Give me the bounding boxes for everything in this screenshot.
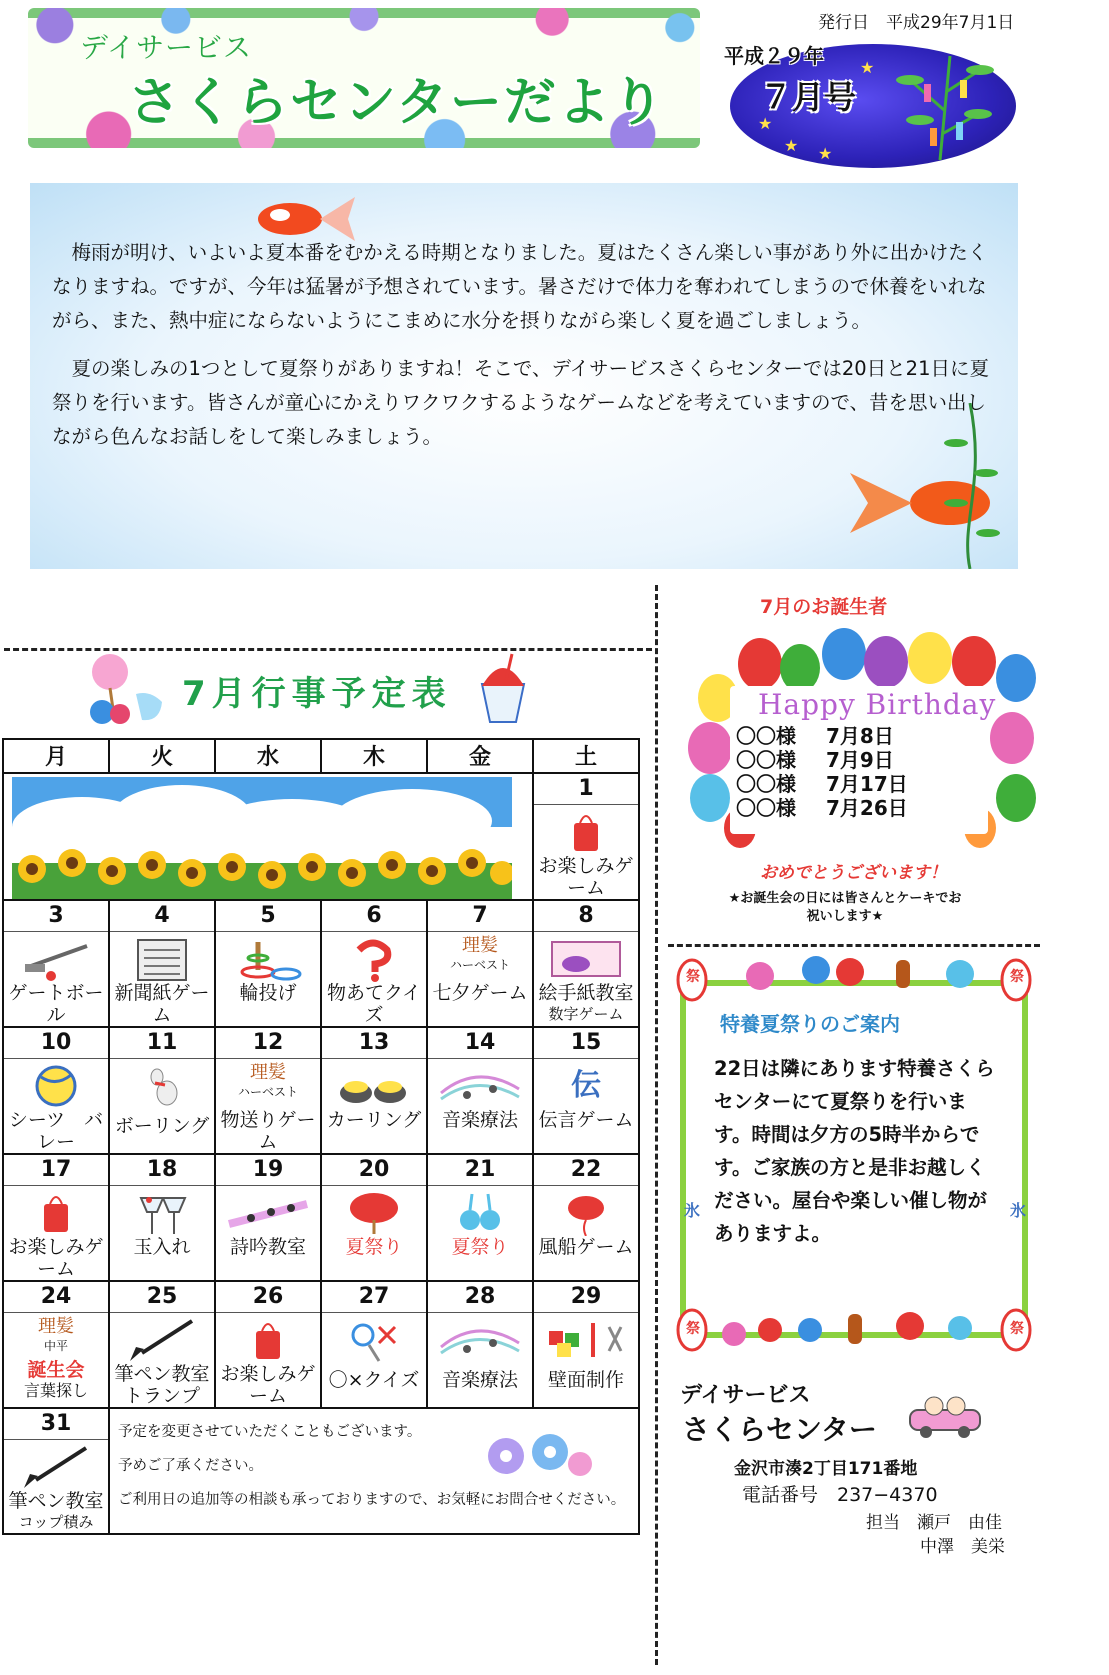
- festival-body: 22日は隣にあります特養さくらセンターにて夏祭りを行います。時間は夕方の5時半からです。ご家族の方と是非お越しください。屋台や楽しい催し物がありますよ。: [714, 1057, 995, 1245]
- star-icon: ★: [784, 136, 799, 155]
- shaved-ice-icon: [472, 650, 534, 726]
- gift-bag-icon: [216, 1317, 320, 1363]
- calendar-week: [3, 1281, 639, 1408]
- barber-provider: 中平: [43, 1339, 68, 1353]
- star-icon: ★: [860, 58, 875, 77]
- day-event-secondary: 言葉探し: [23, 1381, 88, 1400]
- banner-title: さくらセンターだより: [128, 73, 666, 133]
- day-cell: [427, 1281, 533, 1408]
- day-number: 14: [428, 1028, 532, 1059]
- birthday-card-title: Happy Birthday: [758, 688, 997, 721]
- org-phone: 電話番号 237−4370: [742, 1484, 938, 1506]
- day-event: お楽しみゲーム: [220, 1363, 316, 1407]
- day-event-secondary: コップ積み: [18, 1513, 94, 1531]
- day-cell: [215, 1281, 321, 1408]
- festival-title: 特養夏祭りのご案内: [720, 1012, 900, 1036]
- birthday-name: 〇〇様: [736, 748, 796, 772]
- quiz-paddle-icon: [322, 1317, 426, 1363]
- birthday-entry: [736, 792, 908, 821]
- day-event: 新聞紙ゲーム: [114, 982, 210, 1026]
- day-number: 19: [216, 1155, 320, 1186]
- day-event: 風船ゲーム: [538, 1236, 634, 1258]
- day-event: 七夕ゲーム: [432, 982, 528, 1004]
- question-mark-icon: [322, 936, 426, 982]
- day-cell: [3, 1027, 109, 1154]
- day-cell: [321, 1154, 427, 1281]
- day-number: 29: [534, 1282, 638, 1313]
- org-name-line1: デイサービス: [680, 1383, 811, 1408]
- day-number: 1: [534, 774, 638, 805]
- calendar-week: [3, 773, 639, 900]
- postcard-icon: [534, 936, 638, 982]
- cotton-candy-icon: [80, 650, 170, 726]
- day-number: 6: [322, 901, 426, 932]
- calendar-week: [3, 1154, 639, 1281]
- weekday-label: 木: [321, 739, 427, 773]
- birthday-heading: 7月のお誕生者: [760, 596, 888, 618]
- day-cell: [321, 1281, 427, 1408]
- day-number: 27: [322, 1282, 426, 1313]
- morning-glory-icon: [484, 1430, 594, 1482]
- day-cell: [427, 900, 533, 1027]
- banner-subtitle: デイサービス: [80, 31, 253, 64]
- ice-flag-mark: 氷: [684, 1201, 701, 1220]
- day-cell: [533, 773, 639, 900]
- day-cell: [3, 1281, 109, 1408]
- gift-bag-icon: [534, 809, 638, 855]
- festival-fan-icon: [322, 1190, 426, 1236]
- birthday-name: 〇〇様: [736, 796, 796, 820]
- day-number: 11: [110, 1028, 214, 1059]
- birthday-congrats: おめでとうございます！: [760, 863, 947, 883]
- day-cell: [427, 1027, 533, 1154]
- curling-stone-icon: [322, 1063, 426, 1109]
- day-cell: [3, 1408, 109, 1534]
- note-line: 予定を変更させていただくこともございます。: [118, 1424, 422, 1440]
- water-yoyo-icon: [428, 1190, 532, 1236]
- day-cell: [321, 900, 427, 1027]
- gateball-icon: [4, 936, 108, 982]
- day-number: 10: [4, 1028, 108, 1059]
- weekday-label: 月: [3, 739, 109, 773]
- day-number: 24: [4, 1282, 108, 1313]
- day-event: ゲートボール: [8, 982, 104, 1026]
- craft-supplies-icon: [534, 1317, 638, 1363]
- day-number: 4: [110, 901, 214, 932]
- day-cell: [215, 1027, 321, 1154]
- day-cell: [109, 1281, 215, 1408]
- music-staff-icon: [216, 1190, 320, 1236]
- day-event: 玉入れ: [133, 1236, 191, 1258]
- gift-bag-icon: [4, 1190, 108, 1236]
- newspaper-icon: [110, 936, 214, 982]
- barber-provider: ハーベスト: [449, 958, 510, 972]
- music-notes-icon: [428, 1063, 532, 1109]
- ball-toss-basket-icon: [110, 1190, 214, 1236]
- birthday-name: 〇〇様: [736, 772, 796, 796]
- birthday-note-line: 祝いします★: [806, 909, 884, 924]
- ice-flag-mark: 氷: [1010, 1201, 1027, 1220]
- barber-label: 理髪: [250, 1062, 286, 1083]
- day-number: 22: [534, 1155, 638, 1186]
- calendar-week: [3, 1027, 639, 1154]
- day-event: 音楽療法: [441, 1109, 518, 1131]
- day-event: シーツ バレー: [8, 1109, 104, 1153]
- calendar-week: [3, 900, 639, 1027]
- day-cell: [215, 1154, 321, 1281]
- day-event: 伝言ゲーム: [538, 1109, 634, 1131]
- sunflower-sky-illustration: [12, 777, 512, 899]
- day-event-secondary: 数字ゲーム: [548, 1005, 624, 1023]
- note-line: ご利用日の追加等の相談も承っておりますので、お気軽にお問合せください。: [118, 1492, 626, 1508]
- staff-contact: 担当 瀬戸 由佳: [866, 1513, 1002, 1533]
- day-number: 20: [322, 1155, 426, 1186]
- day-cell: [109, 1154, 215, 1281]
- day-event: お楽しみゲーム: [538, 855, 634, 899]
- balloon-icon: [534, 1190, 638, 1236]
- day-number: 12: [216, 1028, 320, 1059]
- intro-paragraph: 梅雨が明け、いよいよ夏本番をむかえる時期となりました。夏はたくさん楽しい事があり外に出かけたくなりますね。ですが、今年は猛暑が予想されています。暑さだけで体力を奪われてしまうので休養をいれながら、また、熱中症にならないようにこまめに水分を摂りながら楽しく夏を過ごしましょう。: [52, 241, 988, 332]
- birthday-date: 7月9日: [826, 748, 894, 772]
- day-event: 詩吟教室: [229, 1236, 306, 1258]
- day-cell: [3, 1154, 109, 1281]
- bowling-pin-icon: [110, 1063, 214, 1109]
- birthday-name: 〇〇様: [736, 724, 796, 748]
- weekday-label: 火: [109, 739, 215, 773]
- weekday-header-row: [3, 739, 639, 773]
- day-cell: [533, 1027, 639, 1154]
- lantern-mark: 祭: [1010, 1321, 1024, 1337]
- day-event: カーリング: [326, 1109, 422, 1131]
- day-event: 誕生会: [27, 1359, 85, 1381]
- day-number: 13: [322, 1028, 426, 1059]
- day-event: 物送りゲーム: [220, 1109, 316, 1153]
- brush-pen-icon: [110, 1317, 214, 1363]
- note-line: 予めご了承ください。: [118, 1458, 263, 1474]
- day-event: 夏祭り: [451, 1236, 509, 1258]
- day-cell: [533, 1154, 639, 1281]
- birthday-note-line: ★お誕生会の日には皆さんとケーキでお: [728, 891, 962, 906]
- divider-horizontal: [668, 944, 1040, 947]
- day-event: 夏祭り: [345, 1236, 403, 1258]
- staff-contact: 中澤 美栄: [920, 1537, 1005, 1557]
- music-notes-icon: [428, 1317, 532, 1363]
- issue-year: 平成２９年: [724, 44, 824, 68]
- day-event-secondary: トランプ: [123, 1385, 200, 1407]
- lantern-mark: 祭: [686, 969, 700, 985]
- day-number: 28: [428, 1282, 532, 1313]
- day-event: お楽しみゲーム: [8, 1236, 104, 1280]
- message-mark-icon: 伝: [571, 1068, 601, 1103]
- birthday-date: 7月26日: [826, 796, 908, 820]
- lantern-mark: 祭: [686, 1321, 700, 1337]
- bamboo-icon: [880, 50, 1000, 164]
- birthday-note: [700, 890, 990, 926]
- car-with-people-icon: [904, 1390, 994, 1440]
- day-event: 絵手紙教室: [538, 982, 634, 1004]
- issue-month: ７月号: [760, 78, 857, 116]
- lantern-mark: 祭: [1010, 969, 1024, 985]
- birthday-date: 7月8日: [826, 724, 894, 748]
- weekday-label: 金: [427, 739, 533, 773]
- day-cell: [533, 900, 639, 1027]
- day-cell: [533, 1281, 639, 1408]
- star-icon: ★: [818, 144, 833, 163]
- divider-vertical: [655, 585, 658, 1665]
- day-number: 3: [4, 901, 108, 932]
- barber-provider: ハーベスト: [237, 1085, 298, 1099]
- intro-paragraph: 夏の楽しみの1つとして夏祭りがありますね！そこで、デイサービスさくらセンターでは20日と21日に夏祭りを行います。皆さんが童心にかえりワクワクするようなゲームなどを考えていますので、昔を思い出しながら色んなお話しをして楽しみましょう。: [52, 357, 989, 448]
- birthday-date: 7月17日: [826, 772, 908, 796]
- day-number: 26: [216, 1282, 320, 1313]
- event-calendar: [2, 738, 640, 1535]
- day-number: 25: [110, 1282, 214, 1313]
- day-number: 5: [216, 901, 320, 932]
- day-number: 7: [428, 901, 532, 932]
- day-event: 筆ペン教室: [8, 1490, 104, 1512]
- day-event: 〇×クイズ: [328, 1369, 420, 1391]
- day-number: 15: [534, 1028, 638, 1059]
- sunflower-illustration-cell: [3, 773, 533, 900]
- lanterns-bottom: [670, 1300, 1040, 1360]
- lanterns-top: [670, 950, 1040, 1010]
- day-cell: [109, 900, 215, 1027]
- day-event: 輪投げ: [239, 982, 297, 1004]
- issue-date: 発行日 平成29年7月1日: [818, 13, 1015, 33]
- weekday-label: 土: [533, 739, 639, 773]
- calendar-title: 7月行事予定表: [182, 674, 452, 714]
- brush-pen-icon: [4, 1444, 108, 1490]
- day-event: 音楽療法: [441, 1369, 518, 1391]
- day-event: 壁面制作: [547, 1369, 624, 1391]
- barber-label: 理髪: [462, 935, 498, 956]
- org-name-line2: さくらセンター: [682, 1413, 877, 1446]
- day-number: 21: [428, 1155, 532, 1186]
- day-number: 17: [4, 1155, 108, 1186]
- day-cell: [427, 1154, 533, 1281]
- day-cell: [321, 1027, 427, 1154]
- day-cell: [109, 1027, 215, 1154]
- day-number: 31: [4, 1409, 108, 1440]
- day-number: 8: [534, 901, 638, 932]
- org-address: 金沢市湊2丁目171番地: [734, 1459, 918, 1479]
- volleyball-icon: [4, 1063, 108, 1109]
- day-number: 18: [110, 1155, 214, 1186]
- day-event: ボーリング: [114, 1115, 210, 1137]
- day-cell: [3, 900, 109, 1027]
- ring-toss-icon: [216, 936, 320, 982]
- star-icon: ★: [758, 114, 773, 133]
- barber-label: 理髪: [38, 1316, 74, 1337]
- weekday-label: 水: [215, 739, 321, 773]
- day-event: 筆ペン教室: [114, 1363, 210, 1385]
- day-cell: [215, 900, 321, 1027]
- day-event: 物あてクイズ: [326, 982, 422, 1026]
